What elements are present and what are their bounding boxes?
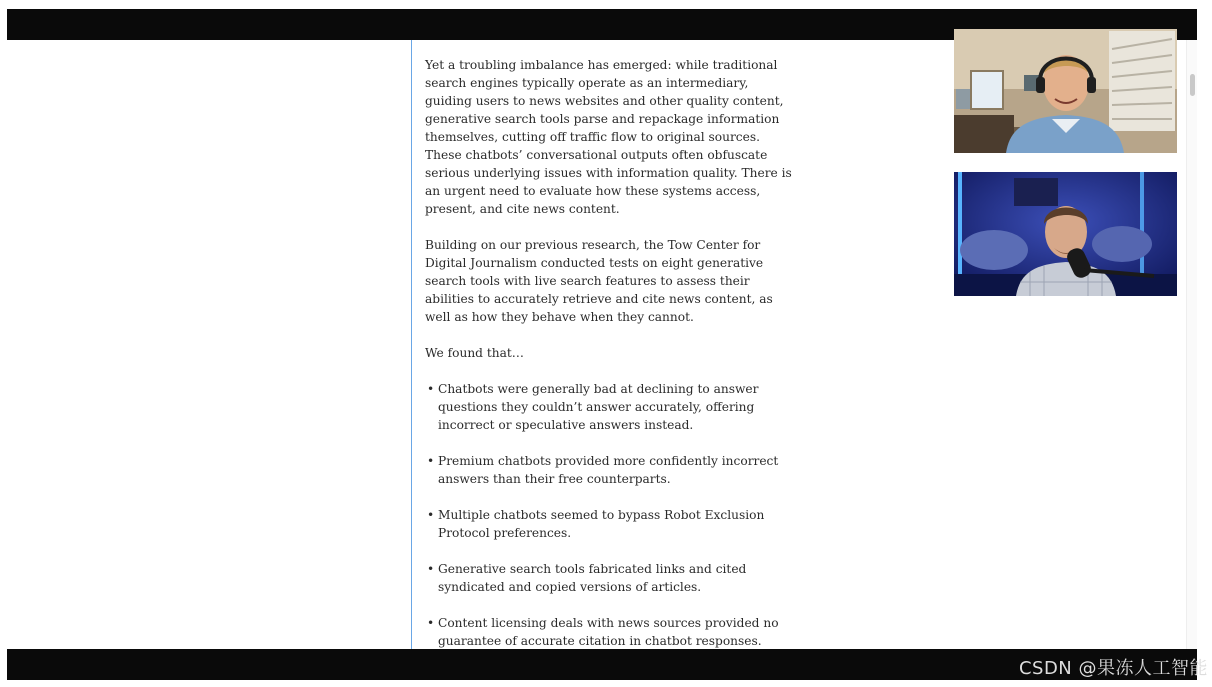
- article-paragraph: Yet a troubling imbalance has emerged: while traditional search engines typically operate as an intermediary, guiding users to news websites and other quality content, generative search tools parse and repackage information themselves, cutting off traffic flow to original sources. These chatbots’ conversational outputs often obfuscate serious underlying issues with information quality. There is an urgent need to evaluate how these systems access, present, and cite news content.: [425, 58, 792, 216]
- participant-1-video[interactable]: [954, 29, 1177, 153]
- finding-text: Content licensing deals with news sources provided no guarantee of accurate citation in chatbot responses.: [438, 616, 779, 648]
- bullet-icon: •: [427, 454, 435, 468]
- finding-text: Generative search tools fabricated links and cited syndicated and copied versions of articles.: [438, 562, 747, 594]
- findings-list: [425, 380, 795, 649]
- content-left-border: [411, 40, 412, 649]
- finding-item: [425, 506, 795, 542]
- bullet-icon: •: [427, 562, 435, 576]
- article-paragraph: Building on our previous research, the Tow Center for Digital Journalism conducted tests on eight generative search tools with live search features to assess their abilities to accurately retrieve and cite news content, as well as how they behave when they cannot.: [425, 238, 773, 324]
- finding-item: [425, 452, 795, 488]
- finding-text: Multiple chatbots seemed to bypass Robot Exclusion Protocol preferences.: [438, 508, 765, 540]
- finding-text: Premium chatbots provided more confidently incorrect answers than their free counterparts.: [438, 454, 779, 486]
- finding-item: [425, 614, 795, 649]
- finding-item: [425, 380, 795, 434]
- page-scrollbar[interactable]: [1186, 40, 1197, 649]
- article-body: [425, 56, 795, 649]
- bullet-icon: •: [427, 382, 435, 396]
- person-video-feed-icon: [954, 172, 1177, 296]
- findings-intro: We found that…: [425, 346, 524, 360]
- bullet-icon: •: [427, 508, 435, 522]
- participant-2-video[interactable]: [954, 172, 1177, 296]
- bullet-icon: •: [427, 616, 435, 630]
- finding-item: [425, 560, 795, 596]
- watermark-text: CSDN @果冻人工智能: [1018, 658, 1208, 679]
- scrollbar-thumb[interactable]: [1190, 74, 1195, 96]
- finding-text: Chatbots were generally bad at declining to answer questions they couldn’t answer accurately, offering incorrect or speculative answers instead.: [438, 382, 759, 432]
- person-video-feed-icon: [954, 29, 1177, 153]
